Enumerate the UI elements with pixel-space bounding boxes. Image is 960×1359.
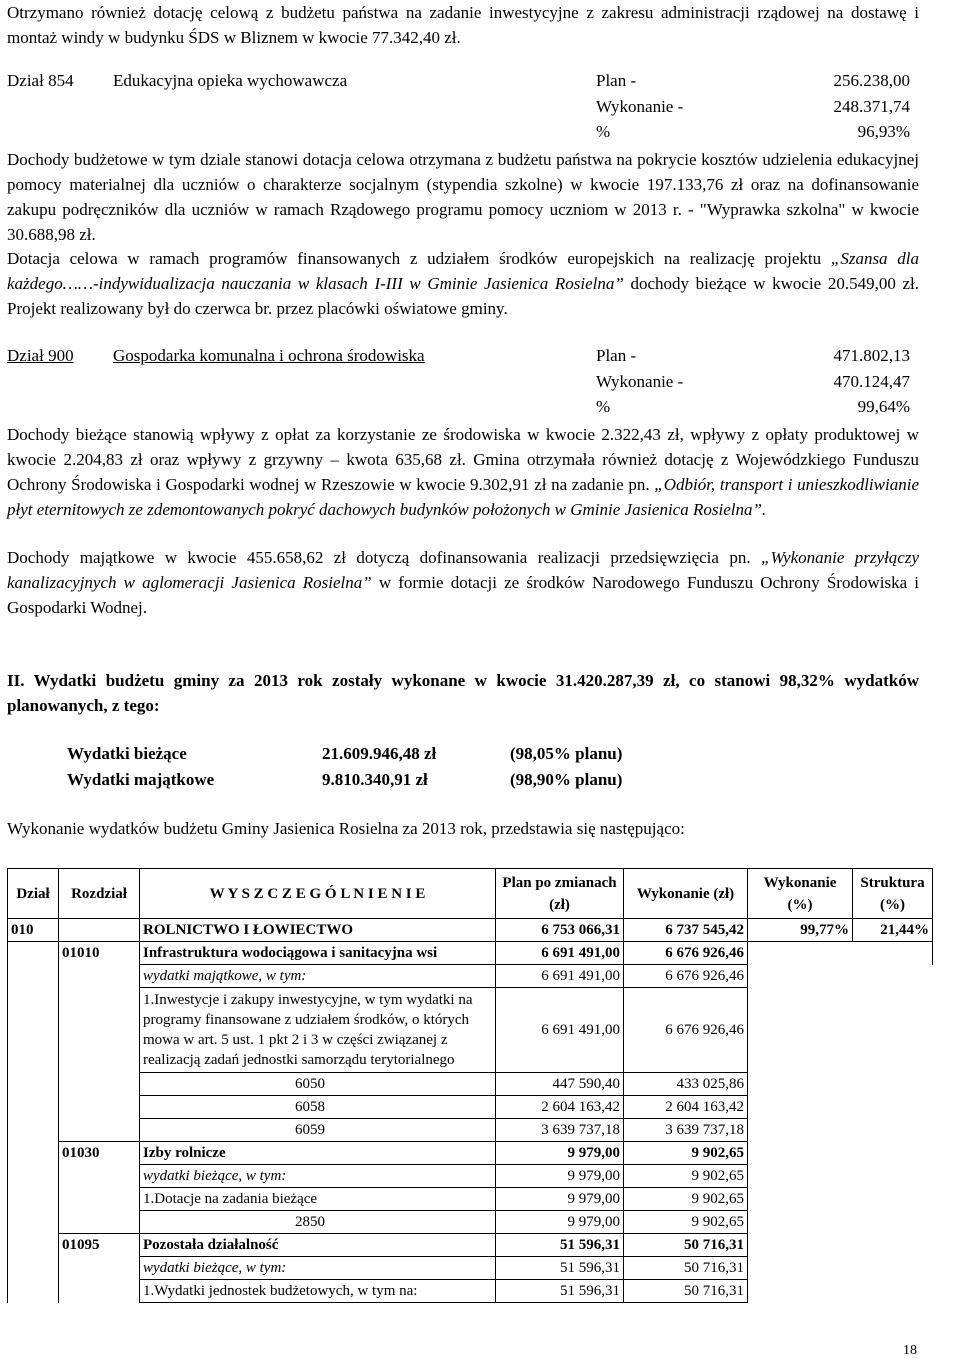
dzial-900-paragraph-1	[7, 422, 919, 522]
cell-paragraph: 6059	[140, 1119, 496, 1142]
cell-plan: 6 691 491,00	[496, 965, 624, 988]
col-wykonanie-pct: Wykonanie (%)	[748, 869, 853, 919]
expenses-current-value: 21.609.946,48 zł	[322, 744, 437, 763]
dzial-854-pct-label: %	[596, 122, 611, 141]
col-wykonanie: Wykonanie (zł)	[624, 869, 748, 919]
dzial-854-p2-text: Dotacja celowa w ramach programów finansowanych z udziałem środków europejskich na realizację projektu	[7, 249, 831, 268]
dzial-900-exec-label: Wykonanie -	[596, 372, 684, 391]
table-row	[8, 1142, 933, 1165]
intro-paragraph: Otrzymano również dotację celową z budżetu państwa na zadanie inwestycyjne z zakresu administracji rządowej na dostawę i montaż windy w budynku ŚDS w Bliznem w kwocie 77.342,40 zł.	[7, 3, 919, 47]
cell-plan: 6 691 491,00	[496, 988, 624, 1073]
cell-empty	[748, 1142, 933, 1303]
cell-empty	[748, 942, 933, 965]
cell-wyk: 9 902,65	[624, 1211, 748, 1234]
dzial-854-paragraph-2	[7, 246, 919, 321]
cell-name: 1.Wydatki jednostek budżetowych, w tym na:	[140, 1280, 496, 1303]
cell-name: wydatki bieżące, w tym:	[140, 1257, 496, 1280]
cell-wyk: 9 902,65	[624, 1165, 748, 1188]
col-rozdzial: Rozdział	[59, 869, 140, 919]
cell-name: wydatki bieżące, w tym:	[140, 1165, 496, 1188]
cell-wyk: 2 604 163,42	[624, 1096, 748, 1119]
col-struktura: Struktura (%)	[853, 869, 933, 919]
cell-name: Pozostała działalność	[140, 1234, 496, 1257]
cell-rozdzial-empty	[59, 965, 140, 988]
cell-name: Izby rolnicze	[140, 1142, 496, 1165]
dzial-854-pct-value: 96,93%	[857, 122, 910, 141]
budget-table	[7, 868, 933, 1303]
col-dzial: Dział	[8, 869, 59, 919]
dzial-854-plan-value: 256.238,00	[833, 71, 910, 90]
dzial-854-exec-value: 248.371,74	[833, 97, 910, 116]
cell-rozdzial: 01030	[59, 1142, 140, 1165]
page-number: 18	[903, 1343, 917, 1358]
table-row	[8, 919, 933, 942]
dzial-900-plan-value: 471.802,13	[833, 346, 910, 365]
cell-rozdzial-empty	[59, 1119, 140, 1142]
dzial-900-p2-text-end: w formie dotacji ze środków Narodowego Funduszu Ochrony Środowiska i Gospodarki Wodnej.	[7, 573, 919, 617]
cell-rozdzial: 01095	[59, 1234, 140, 1257]
cell-plan: 9 979,00	[496, 1165, 624, 1188]
dzial-900-paragraph-2	[7, 545, 919, 620]
cell-plan: 51 596,31	[496, 1234, 624, 1257]
cell-plan: 6 691 491,00	[496, 942, 624, 965]
cell-paragraph: 6058	[140, 1096, 496, 1119]
table-header-row	[8, 869, 933, 919]
cell-plan: 447 590,40	[496, 1073, 624, 1096]
cell-plan: 51 596,31	[496, 1280, 624, 1303]
dzial-854-code: Dział 854	[7, 71, 74, 90]
col-wyszczegolnienie: W Y S Z C Z E G Ó L N I E N I E	[140, 869, 496, 919]
dzial-900-p1-project: „Odbiór, transport i unieszkodliwianie płyt eternitowych ze zdemontowanych pokryć dachowych budynków położonych w Gminie Jasienica Rosielna”.	[7, 475, 919, 519]
cell-rozdzial: 01010	[59, 942, 140, 965]
cell-pct: 99,77%	[748, 919, 853, 942]
cell-plan: 51 596,31	[496, 1257, 624, 1280]
cell-plan: 9 979,00	[496, 1211, 624, 1234]
cell-wyk: 50 716,31	[624, 1234, 748, 1257]
cell-wyk: 50 716,31	[624, 1280, 748, 1303]
expenses-current-label: Wydatki bieżące	[67, 744, 187, 763]
dzial-900-exec-value: 470.124,47	[833, 372, 910, 391]
cell-plan: 6 753 066,31	[496, 919, 624, 942]
dzial-900-name: Gospodarka komunalna i ochrona środowiska	[113, 346, 425, 365]
cell-plan: 2 604 163,42	[496, 1096, 624, 1119]
cell-wyk: 6 676 926,46	[624, 988, 748, 1073]
cell-wyk: 50 716,31	[624, 1257, 748, 1280]
cell-rozdzial-empty	[59, 1211, 140, 1234]
dzial-900-pct-value: 99,64%	[857, 397, 910, 416]
dzial-854-name: Edukacyjna opieka wychowawcza	[113, 71, 348, 90]
cell-wyk: 6 676 926,46	[624, 965, 748, 988]
cell-wyk: 3 639 737,18	[624, 1119, 748, 1142]
cell-wyk: 9 902,65	[624, 1188, 748, 1211]
dzial-900-p2-project: „Wykonanie przyłączy kanalizacyjnych w aglomeracji Jasienica Rosielna”	[7, 548, 920, 592]
dzial-900-plan-label: Plan -	[596, 346, 637, 365]
cell-rozdzial-empty	[59, 1188, 140, 1211]
expenses-capital-label: Wydatki majątkowe	[67, 770, 215, 789]
cell-name: 1.Dotacje na zadania bieżące	[140, 1188, 496, 1211]
cell-paragraph: 6050	[140, 1073, 496, 1096]
dzial-900-p2-text: Dochody majątkowe w kwocie 455.658,62 zł dotyczą dofinansowania realizacji przedsięwzięcia pn.	[7, 548, 761, 567]
dzial-854-plan-label: Plan -	[596, 71, 637, 90]
cell-rozdzial-empty	[59, 1073, 140, 1096]
expenses-current-pct: (98,05% planu)	[510, 744, 623, 763]
cell-plan: 3 639 737,18	[496, 1119, 624, 1142]
dzial-900-pct-label: %	[596, 397, 611, 416]
section-2-heading: II. Wydatki budżetu gminy za 2013 rok zostały wykonane w kwocie 31.420.287,39 zł, co stanowi 98,32% wydatków planowanych, z tego:	[7, 671, 919, 715]
cell-rozdzial-empty	[59, 1280, 140, 1303]
cell-rozdzial-empty	[59, 1257, 140, 1280]
cell-dzial: 010	[8, 919, 59, 942]
cell-plan: 9 979,00	[496, 1188, 624, 1211]
cell-plan: 9 979,00	[496, 1142, 624, 1165]
cell-paragraph: 2850	[140, 1211, 496, 1234]
cell-wyk: 9 902,65	[624, 1142, 748, 1165]
dzial-854-exec-label: Wykonanie -	[596, 97, 684, 116]
dzial-900-code: Dział 900	[7, 346, 74, 365]
cell-rozdzial-empty	[59, 1165, 140, 1188]
expenses-capital-value: 9.810.340,91 zł	[322, 770, 428, 789]
cell-struktura: 21,44%	[853, 919, 933, 942]
table-row	[8, 942, 933, 965]
col-plan: Plan po zmianach (zł)	[496, 869, 624, 919]
cell-rozdzial-empty	[59, 1096, 140, 1119]
cell-empty	[748, 965, 933, 1142]
dzial-854-paragraph-1: Dochody budżetowe w tym dziale stanowi dotacja celowa otrzymana z budżetu państwa na pokrycie kosztów udzielenia edukacyjnej pomocy materialnej dla uczniów o charakterze socjalnym (stypendia szkolne) w kwocie 197.133,76 zł oraz na dofinansowanie zakupu podręczników dla uczniów w ramach Rządowego programu pomocy uczniom w 2013 r. - "Wyprawka szkolna" w kwocie 30.688,98 zł.	[7, 150, 919, 244]
cell-name: ROLNICTWO I ŁOWIECTWO	[140, 919, 496, 942]
table-intro: Wykonanie wydatków budżetu Gminy Jasienica Rosielna za 2013 rok, przedstawia się następująco:	[7, 819, 685, 838]
cell-name: Infrastruktura wodociągowa i sanitacyjna wsi	[140, 942, 496, 965]
dzial-854-p2-text-end: dochody bieżące w kwocie 20.549,00 zł. Projekt realizowany był do czerwca br. przez placówki oświatowe gminy.	[7, 274, 919, 318]
cell-rozdzial	[59, 919, 140, 942]
cell-rozdzial-empty	[59, 988, 140, 1073]
expenses-capital-pct: (98,90% planu)	[510, 770, 623, 789]
dzial-854-p2-project: „Szansa dla każdego……-indywidualizacja nauczania w klasach I-III w Gminie Jasienica Rosielna”	[7, 249, 919, 293]
cell-wyk: 6 737 545,42	[624, 919, 748, 942]
cell-wyk: 433 025,86	[624, 1073, 748, 1096]
dzial-900-p1-text: Dochody bieżące stanowią wpływy z opłat za korzystanie ze środowiska w kwocie 2.322,43 zł, wpływy z opłaty produktowej w kwocie 2.204,83 zł oraz wpływy z grzywny – kwota 635,68 zł. Gmina otrzymała również dotację z Wojewódzkiego Funduszu Ochrony Środowiska i Gospodarki wodnej w Rzeszowie w kwocie 9.302,91 zł na zadanie pn.	[7, 425, 919, 494]
cell-name: wydatki majątkowe, w tym:	[140, 965, 496, 988]
cell-dzial-empty	[8, 942, 59, 1303]
table-row	[8, 965, 933, 988]
cell-name: 1.Inwestycje i zakupy inwestycyjne, w tym wydatki na programy finansowane z udziałem środków, o których mowa w art. 5 ust. 1 pkt 2 i 3 w części związanej z realizacją zadań jednostki samorządu terytorialnego	[140, 988, 496, 1073]
cell-wyk: 6 676 926,46	[624, 942, 748, 965]
